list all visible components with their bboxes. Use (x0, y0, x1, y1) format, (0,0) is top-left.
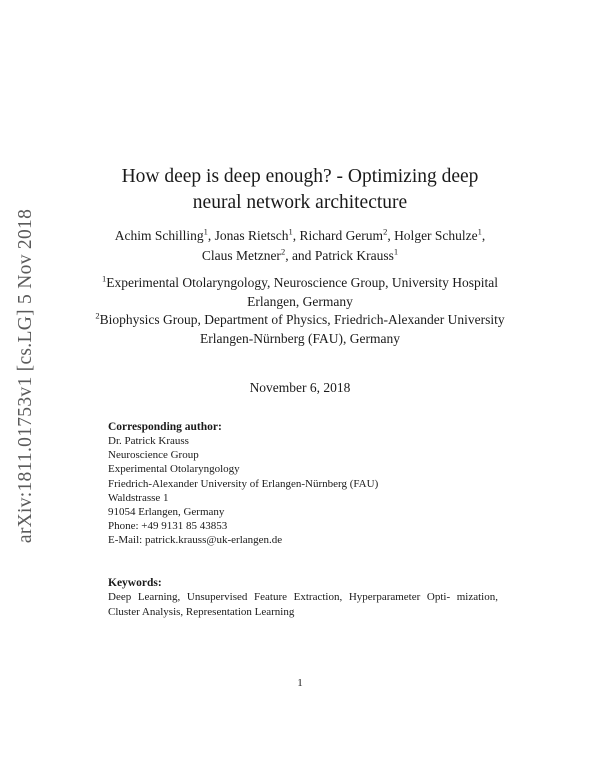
contact-line: Phone: +49 9131 85 43853 (108, 520, 228, 533)
contact-line: Waldstrasse 1 (108, 491, 169, 504)
affiliation-mark: 1 (393, 246, 399, 257)
contact-email: E-Mail: patrick.krauss@uk-erlangen.de (108, 534, 283, 547)
affiliation-list (92, 274, 508, 348)
author-name: Jonas Rietsch (214, 228, 289, 243)
keywords-text: Deep Learning, Unsupervised Feature Extraction, Hyperparameter Opti- mization, Cluster Analysis, Representation Learning (108, 591, 498, 618)
contact-line: Neuroscience Group (108, 449, 199, 462)
affiliation-item (92, 274, 508, 311)
contact-line: Friedrich-Alexander University of Erlangen-Nürnberg (FAU) (108, 477, 379, 490)
affiliation-mark: 2 (383, 226, 388, 237)
author-name: Achim Schilling (114, 228, 204, 243)
affiliation-mark: 1 (203, 226, 208, 237)
contact-line: Dr. Patrick Krauss (108, 435, 189, 447)
affiliation-mark: 1 (477, 226, 482, 237)
keywords-heading: Keywords: (108, 577, 162, 589)
contact-line: Experimental Otolaryngology (108, 463, 240, 476)
author-list (100, 226, 500, 266)
affiliation-mark: 2 (95, 310, 100, 321)
arxiv-identifier (6, 206, 46, 546)
arxiv-identifier-text: arXiv:1811.01753v1 [cs.LG] 5 Nov 2018 (15, 208, 36, 544)
affiliation-mark: 1 (288, 226, 293, 237)
affiliation-mark: 1 (102, 273, 107, 284)
affiliation-mark: 2 (280, 246, 286, 257)
contact-line: 91054 Erlangen, Germany (108, 506, 225, 519)
author-name: Patrick Krauss (314, 248, 394, 263)
keywords-block (108, 576, 498, 620)
title-line: How deep is deep enough? - Optimizing deep (121, 166, 479, 187)
affiliation-text: Experimental Otolaryngology, Neuroscience Group, University Hospital Erlangen, Germany (106, 275, 498, 309)
affiliation-item (92, 311, 508, 348)
author-name: Richard Gerum (299, 228, 384, 243)
author-line: Achim Schilling$^1$, Jonas Rietsch$^1$, Richard Gerum$^2$, Holger Schulze$^1$, Claus Metzner$^2$, and Patrick Krauss$^1$ (114, 226, 486, 263)
author-name: Claus Metzner (201, 248, 281, 263)
page-number: 1 (297, 677, 303, 689)
publication-date: November 6, 2018 (249, 380, 351, 395)
corresponding-author-block (108, 420, 498, 548)
affiliation-text: Biophysics Group, Department of Physics, Friedrich-Alexander University Erlangen-Nürnberg (FAU), Germany (99, 312, 505, 346)
corresponding-author-heading: Corresponding author: (108, 421, 222, 433)
author-name: Holger Schulze (394, 228, 478, 243)
paper-title (80, 164, 520, 216)
title-line: neural network architecture (192, 192, 408, 213)
